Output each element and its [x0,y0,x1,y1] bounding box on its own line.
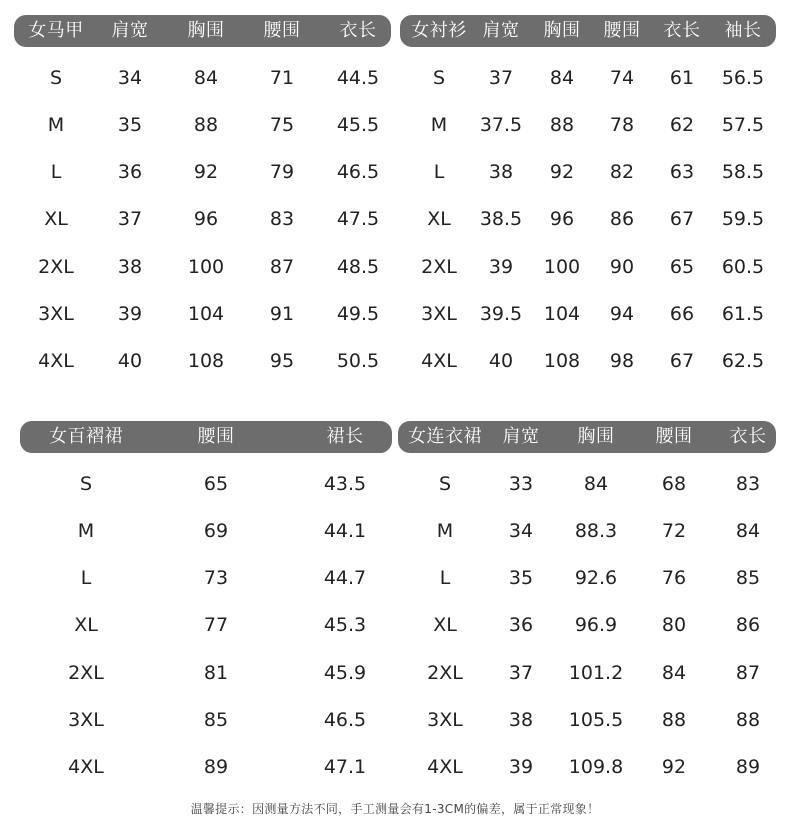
value-cell: 87 [269,256,295,278]
value-cell: 79 [269,161,295,183]
value-cell: 85 [735,567,761,589]
value-cell: 34 [508,520,534,542]
value-cell: 88 [735,709,761,731]
table-header-vest [14,15,391,47]
size-cell: L [433,161,445,183]
header-cell: 衣长 [729,426,767,447]
value-cell: 47.5 [336,208,380,230]
value-cell: 65 [669,256,695,278]
value-cell: 57.5 [721,114,765,136]
value-cell: 37 [508,662,534,684]
size-cell: 2XL [421,256,457,278]
value-cell: 37.5 [479,114,523,136]
value-cell: 74 [609,67,635,89]
value-cell: 38 [488,161,514,183]
header-cell: 女百褶裙 [49,426,123,447]
size-cell: M [430,114,448,136]
value-cell: 92 [549,161,575,183]
value-cell: 91 [269,303,295,325]
value-cell: 60.5 [721,256,765,278]
value-cell: 76 [661,567,687,589]
value-cell: 62.5 [721,350,765,372]
value-cell: 39 [488,256,514,278]
size-cell: 3XL [421,303,457,325]
value-cell: 84 [583,473,609,495]
table-header-shirt [400,15,776,47]
value-cell: 61.5 [721,303,765,325]
header-cell: 腰围 [263,20,301,41]
value-cell: 73 [203,567,229,589]
value-cell: 88 [661,709,687,731]
header-cell: 女连衣裙 [408,426,482,447]
value-cell: 84 [193,67,219,89]
size-cell: L [50,161,62,183]
value-cell: 45.3 [323,614,367,636]
value-cell: 36 [508,614,534,636]
value-cell: 46.5 [336,161,380,183]
value-cell: 88 [549,114,575,136]
header-cell: 女衬衫 [411,20,467,41]
value-cell: 108 [187,350,225,372]
header-cell: 衣长 [663,20,701,41]
value-cell: 108 [543,350,581,372]
header-cell: 裙长 [326,426,364,447]
value-cell: 84 [549,67,575,89]
table-header-pleated-skirt [20,421,392,453]
value-cell: 83 [269,208,295,230]
size-cell: XL [433,614,457,636]
size-cell: XL [74,614,98,636]
value-cell: 92 [661,756,687,778]
size-cell: 4XL [421,350,457,372]
value-cell: 71 [269,67,295,89]
value-cell: 56.5 [721,67,765,89]
header-cell: 袖长 [724,20,762,41]
value-cell: 39 [117,303,143,325]
value-cell: 34 [117,67,143,89]
value-cell: 36 [117,161,143,183]
value-cell: 80 [661,614,687,636]
value-cell: 68 [661,473,687,495]
header-cell: 腰围 [603,20,641,41]
value-cell: 87 [735,662,761,684]
value-cell: 43.5 [323,473,367,495]
value-cell: 33 [508,473,534,495]
value-cell: 45.9 [323,662,367,684]
header-cell: 肩宽 [482,20,520,41]
size-cell: M [436,520,454,542]
size-cell: L [439,567,451,589]
value-cell: 101.2 [568,662,624,684]
table-header-dress [398,421,776,453]
value-cell: 50.5 [336,350,380,372]
value-cell: 96 [193,208,219,230]
value-cell: 44.1 [323,520,367,542]
value-cell: 61 [669,67,695,89]
value-cell: 75 [269,114,295,136]
size-cell: 3XL [38,303,74,325]
value-cell: 58.5 [721,161,765,183]
size-cell: XL [427,208,451,230]
value-cell: 84 [735,520,761,542]
value-cell: 82 [609,161,635,183]
value-cell: 44.5 [336,67,380,89]
value-cell: 85 [203,709,229,731]
value-cell: 39 [508,756,534,778]
value-cell: 92 [193,161,219,183]
value-cell: 62 [669,114,695,136]
value-cell: 92.6 [574,567,618,589]
value-cell: 86 [735,614,761,636]
value-cell: 89 [735,756,761,778]
value-cell: 59.5 [721,208,765,230]
value-cell: 37 [488,67,514,89]
value-cell: 88 [193,114,219,136]
header-cell: 胸围 [577,426,615,447]
value-cell: 67 [669,208,695,230]
value-cell: 109.8 [568,756,624,778]
size-cell: S [49,67,63,89]
value-cell: 77 [203,614,229,636]
value-cell: 83 [735,473,761,495]
value-cell: 66 [669,303,695,325]
value-cell: 38.5 [479,208,523,230]
value-cell: 46.5 [323,709,367,731]
value-cell: 81 [203,662,229,684]
value-cell: 95 [269,350,295,372]
value-cell: 72 [661,520,687,542]
header-cell: 女马甲 [28,20,84,41]
size-cell: 2XL [38,256,74,278]
value-cell: 47.1 [323,756,367,778]
value-cell: 48.5 [336,256,380,278]
value-cell: 96.9 [574,614,618,636]
value-cell: 94 [609,303,635,325]
value-cell: 86 [609,208,635,230]
value-cell: 78 [609,114,635,136]
value-cell: 44.7 [323,567,367,589]
size-cell: S [79,473,93,495]
size-cell: 2XL [68,662,104,684]
value-cell: 89 [203,756,229,778]
value-cell: 100 [543,256,581,278]
value-cell: 40 [488,350,514,372]
value-cell: 84 [661,662,687,684]
value-cell: 90 [609,256,635,278]
value-cell: 65 [203,473,229,495]
value-cell: 67 [669,350,695,372]
header-cell: 腰围 [197,426,235,447]
size-cell: 4XL [427,756,463,778]
value-cell: 104 [543,303,581,325]
size-cell: M [47,114,65,136]
value-cell: 37 [117,208,143,230]
size-cell: L [80,567,92,589]
value-cell: 98 [609,350,635,372]
size-cell: M [77,520,95,542]
value-cell: 38 [508,709,534,731]
value-cell: 69 [203,520,229,542]
value-cell: 35 [508,567,534,589]
header-cell: 胸围 [543,20,581,41]
value-cell: 40 [117,350,143,372]
size-cell: XL [44,208,68,230]
header-cell: 腰围 [655,426,693,447]
size-cell: 3XL [68,709,104,731]
size-cell: 3XL [427,709,463,731]
value-cell: 45.5 [336,114,380,136]
size-cell: 4XL [38,350,74,372]
value-cell: 39.5 [479,303,523,325]
value-cell: 38 [117,256,143,278]
value-cell: 96 [549,208,575,230]
size-cell: S [432,67,446,89]
header-cell: 肩宽 [502,426,540,447]
value-cell: 63 [669,161,695,183]
header-cell: 肩宽 [111,20,149,41]
size-cell: S [438,473,452,495]
value-cell: 100 [187,256,225,278]
value-cell: 104 [187,303,225,325]
size-cell: 2XL [427,662,463,684]
footer-note: 温馨提示：因测量方法不同，手工测量会有1-3CM的偏差，属于正常现象！ [190,802,600,816]
size-cell: 4XL [68,756,104,778]
value-cell: 49.5 [336,303,380,325]
value-cell: 105.5 [568,709,624,731]
header-cell: 衣长 [339,20,377,41]
value-cell: 88.3 [574,520,618,542]
value-cell: 35 [117,114,143,136]
header-cell: 胸围 [187,20,225,41]
